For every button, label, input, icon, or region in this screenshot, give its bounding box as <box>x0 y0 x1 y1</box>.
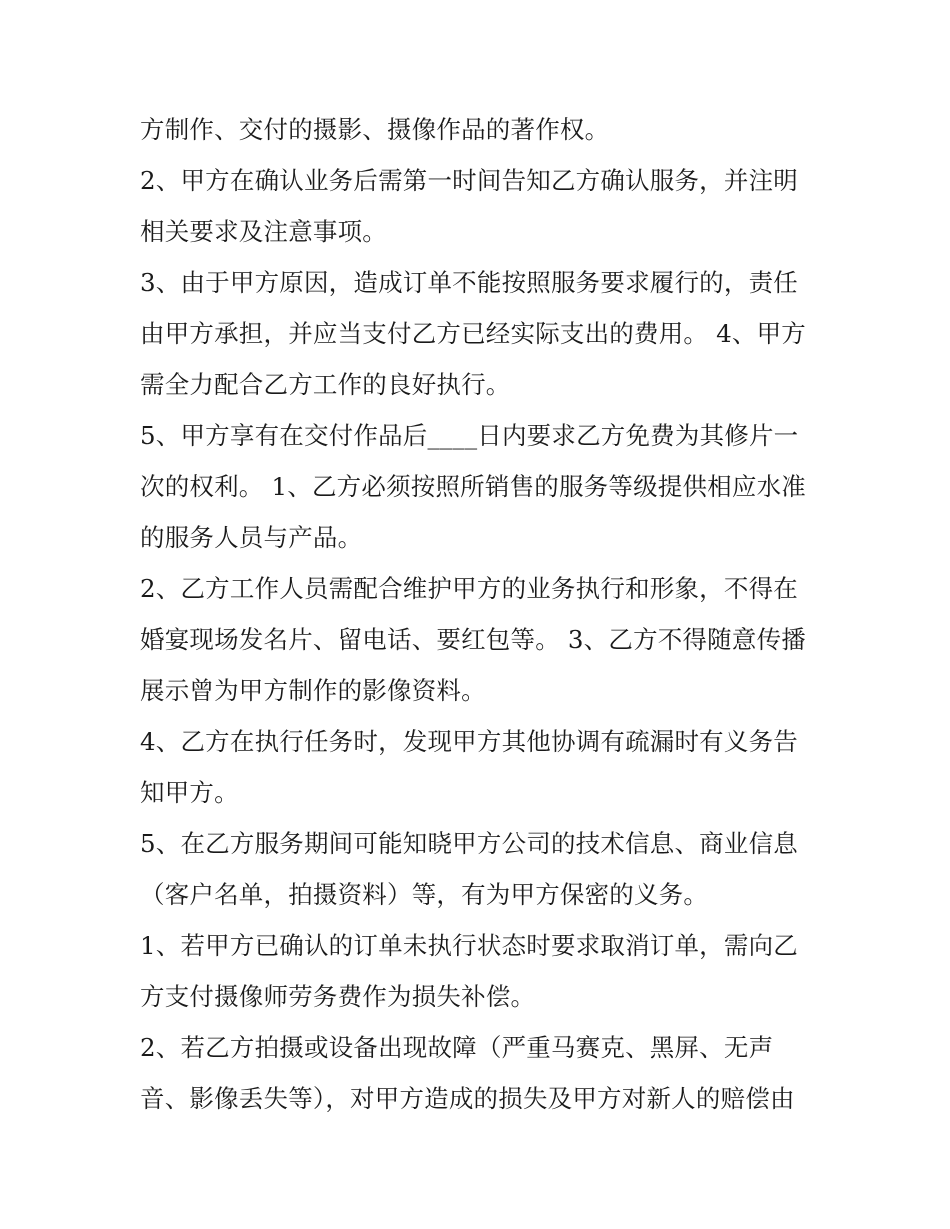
text-line-14: 知甲方。 <box>140 778 239 807</box>
text-line-1: 方制作、交付的摄影、摄像作品的著作权。 <box>140 115 610 144</box>
text-line-20: 音、影像丢失等），对甲方造成的损失及甲方对新人的赔偿由 <box>140 1084 795 1113</box>
text-line-7: 5、甲方享有在交付作品后____日内要求乙方免费为其修片一 <box>140 421 799 450</box>
text-line-10: 2、乙方工作人员需配合维护甲方的业务执行和形象，不得在 <box>140 574 798 603</box>
text-line-9: 的服务人员与产品。 <box>140 523 363 552</box>
text-line-13: 4、乙方在执行任务时，发现甲方其他协调有疏漏时有义务告 <box>140 727 798 756</box>
text-line-15: 5、在乙方服务期间可能知晓甲方公司的技术信息、商业信息 <box>140 829 798 858</box>
text-line-11: 婚宴现场发名片、留电话、要红包等。 3、乙方不得随意传播 <box>140 625 806 654</box>
text-line-16: （客户名单，拍摄资料）等，有为甲方保密的义务。 <box>140 880 709 909</box>
document-body <box>140 104 820 1124</box>
text-line-18: 方支付摄像师劳务费作为损失补偿。 <box>140 982 536 1011</box>
text-line-4: 3、由于甲方原因，造成订单不能按照服务要求履行的，责任 <box>140 268 798 297</box>
text-line-5: 由甲方承担，并应当支付乙方已经实际支出的费用。 4、甲方 <box>140 319 806 348</box>
text-line-12: 展示曾为甲方制作的影像资料。 <box>140 676 486 705</box>
text-line-3: 相关要求及注意事项。 <box>140 217 387 246</box>
text-line-8: 次的权利。 1、乙方必须按照所销售的服务等级提供相应水准 <box>140 472 806 501</box>
text-line-17: 1、若甲方已确认的订单未执行状态时要求取消订单，需向乙 <box>140 931 798 960</box>
text-line-6: 需全力配合乙方工作的良好执行。 <box>140 370 511 399</box>
text-line-19: 2、若乙方拍摄或设备出现故障（严重马赛克、黑屏、无声 <box>140 1033 774 1062</box>
text-line-2: 2、甲方在确认业务后需第一时间告知乙方确认服务，并注明 <box>140 166 798 195</box>
